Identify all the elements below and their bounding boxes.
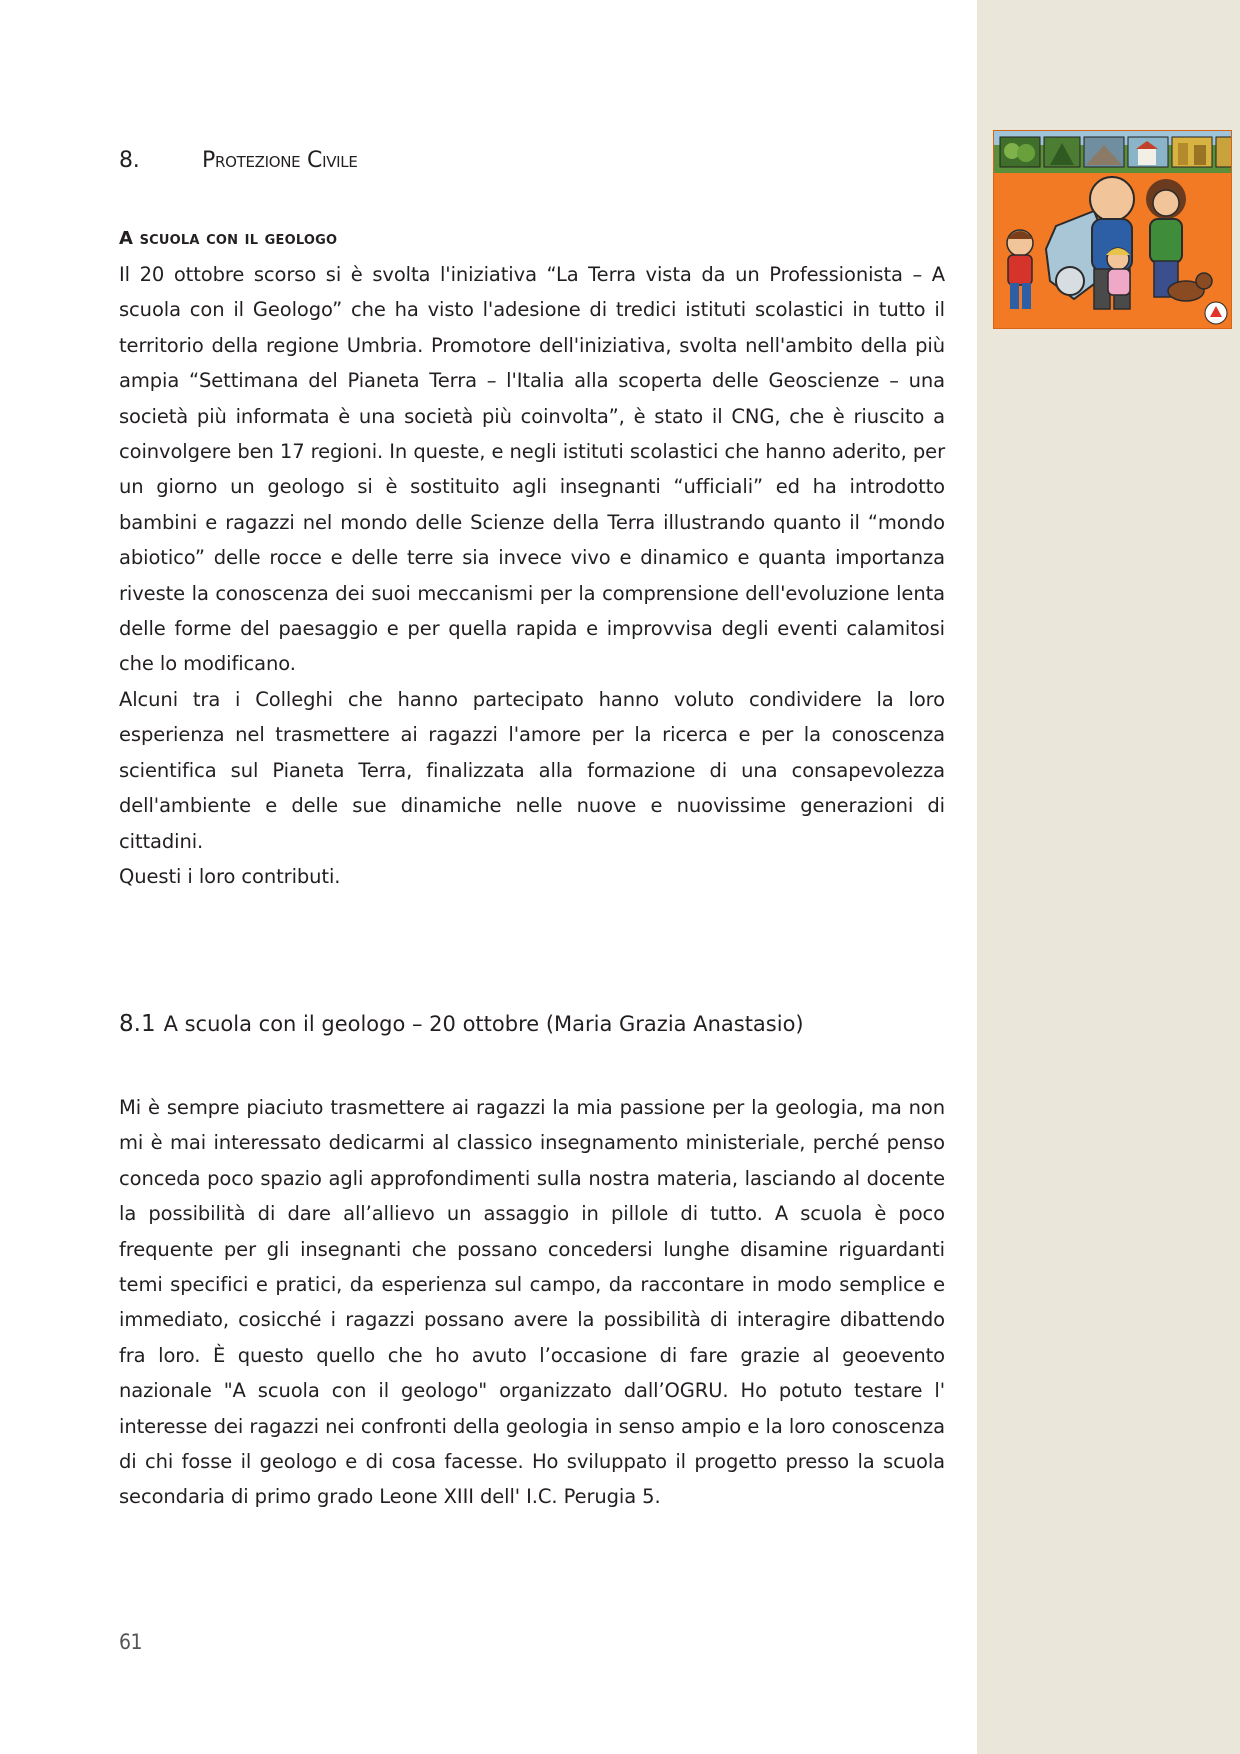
cartoon-illustration-graphic xyxy=(994,131,1232,329)
chapter-title: Protezione Civile xyxy=(202,148,358,173)
section-paragraph-3: Questi i loro contributi. xyxy=(119,864,341,888)
subsection-title: A scuola con il geologo – 20 ottobre (Maria Grazia Anastasio) xyxy=(163,1012,804,1036)
section-paragraph-1: Il 20 ottobre scorso si è svolta l'iniziativa “La Terra vista da un Professionista – A scuola con il Geologo” che ha visto l'adesione di tredici istituti scolastici in tutto il territorio della regione Umbria. Promotore dell'iniziativa, svolta nell'ambito della più ampia “Settimana del Pianeta Terra – l'Italia alla scoperta delle Geoscienze – una società più informata è una società più coinvolta”, è stato il CNG, che è riuscito a coinvolgere ben 17 regioni. In queste, e negli istituti scolastici che hanno aderito, per un giorno un geologo si è sostituito agli insegnanti “ufficiali” ed ha introdotto bambini e ragazzi nel mondo delle Scienze della Terra illustrando quanto il “mondo abiotico” delle rocce e delle terre sia invece vivo e dinamico e quanta importanza riveste la conoscenza dei suoi meccanismi per la comprensione dell'evoluzione lenta delle forme del paesaggio e per quella rapida e improvvisa degli eventi calamitosi che lo modificano. xyxy=(119,263,945,676)
chapter-number: 8. xyxy=(119,148,140,173)
subsection-body xyxy=(119,1090,945,1515)
section-body xyxy=(119,257,945,894)
subsection-heading xyxy=(119,1011,804,1037)
cartoon-illustration xyxy=(993,130,1232,329)
section-label: A scuola con il geologo xyxy=(119,228,338,249)
page-number: 61 xyxy=(119,1630,143,1654)
subsection-number: 8.1 xyxy=(119,1011,156,1037)
chapter-heading xyxy=(119,148,358,173)
subsection-paragraph: Mi è sempre piaciuto trasmettere ai ragazzi la mia passione per la geologia, ma non mi è mai interessato dedicarmi al classico insegnamento ministeriale, perché penso conceda poco spazio agli approfondimenti sulla nostra materia, lasciando al docente la possibilità di dare all’allievo un assaggio in pillole di tutto. A scuola è poco frequente per gli insegnanti che possano concedersi lunghe disamine riguardanti temi specifici e pratici, da esperienza sul campo, da raccontare in modo semplice e immediato, cosicché i ragazzi possano avere la possibilità di interagire dibattendo fra loro. È questo quello che ho avuto l’occasione di fare grazie al geoevento nazionale "A scuola con il geologo" organizzato dall’OGRU. Ho potuto testare l' interesse dei ragazzi nei confronti della geologia in senso ampio e la loro conoscenza di chi fosse il geologo e di cosa facesse. Ho sviluppato il progetto presso la scuola secondaria di primo grado Leone XIII dell' I.C. Perugia 5. xyxy=(119,1096,945,1509)
section-paragraph-2: Alcuni tra i Colleghi che hanno partecipato hanno voluto condividere la loro esperienza nel trasmettere ai ragazzi l'amore per la ricerca e per la conoscenza scientifica sul Pianeta Terra, finalizzata alla formazione di una consapevolezza dell'ambiente e delle sue dinamiche nelle nuove e nuovissime generazioni di cittadini. xyxy=(119,687,945,853)
